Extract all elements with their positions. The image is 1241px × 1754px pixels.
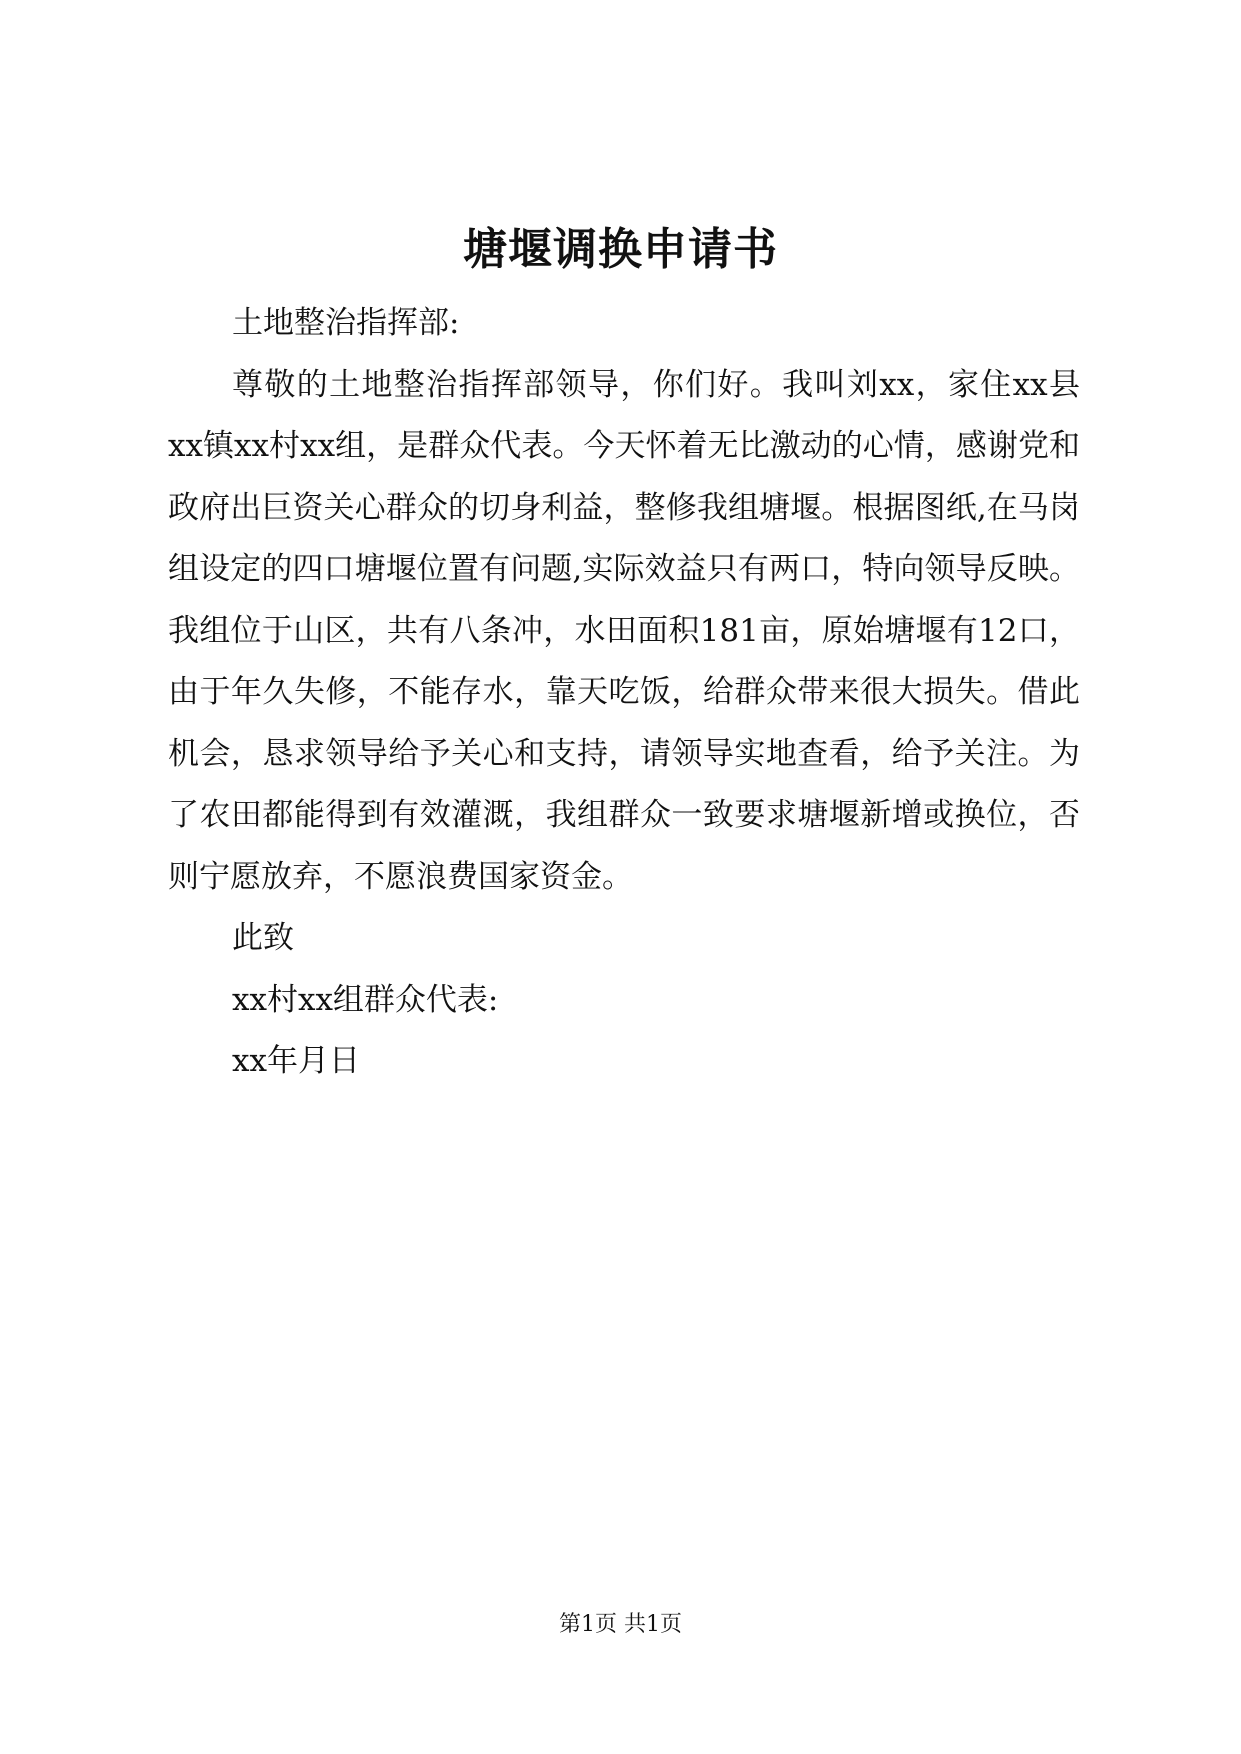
- signature: xx村xx组群众代表:: [232, 981, 499, 1018]
- closing: 此致: [232, 920, 294, 956]
- date: xx年月日: [232, 1043, 360, 1079]
- document-title: 塘堰调换申请书: [463, 224, 778, 275]
- body-paragraph: 尊敬的土地整治指挥部领导，你们好。我叫刘xx，家住xx县xx镇xx村xx组，是群众代表。今天怀着无比激动的心情，感谢党和政府出巨资关心群众的切身利益，整修我组塘堰。根据图纸,在马岗组设定的四口塘堰位置有问题,实际效益只有两口，特向领导反映。我组位于山区，共有八条冲，水田面积181亩，原始塘堰有12口，由于年久失修，不能存水，靠天吃饭，给群众带来很大损失。借此机会，恳求领导给予关心和支持，请领导实地查看，给予关注。为了农田都能得到有效灌溉，我组群众一致要求塘堰新增或换位，否则宁愿放弃，不愿浪费国家资金。: [168, 366, 1080, 895]
- document-body: [168, 293, 1080, 1093]
- salutation: 土地整治指挥部:: [232, 305, 460, 341]
- page-footer: 第1页 共1页: [559, 1612, 682, 1637]
